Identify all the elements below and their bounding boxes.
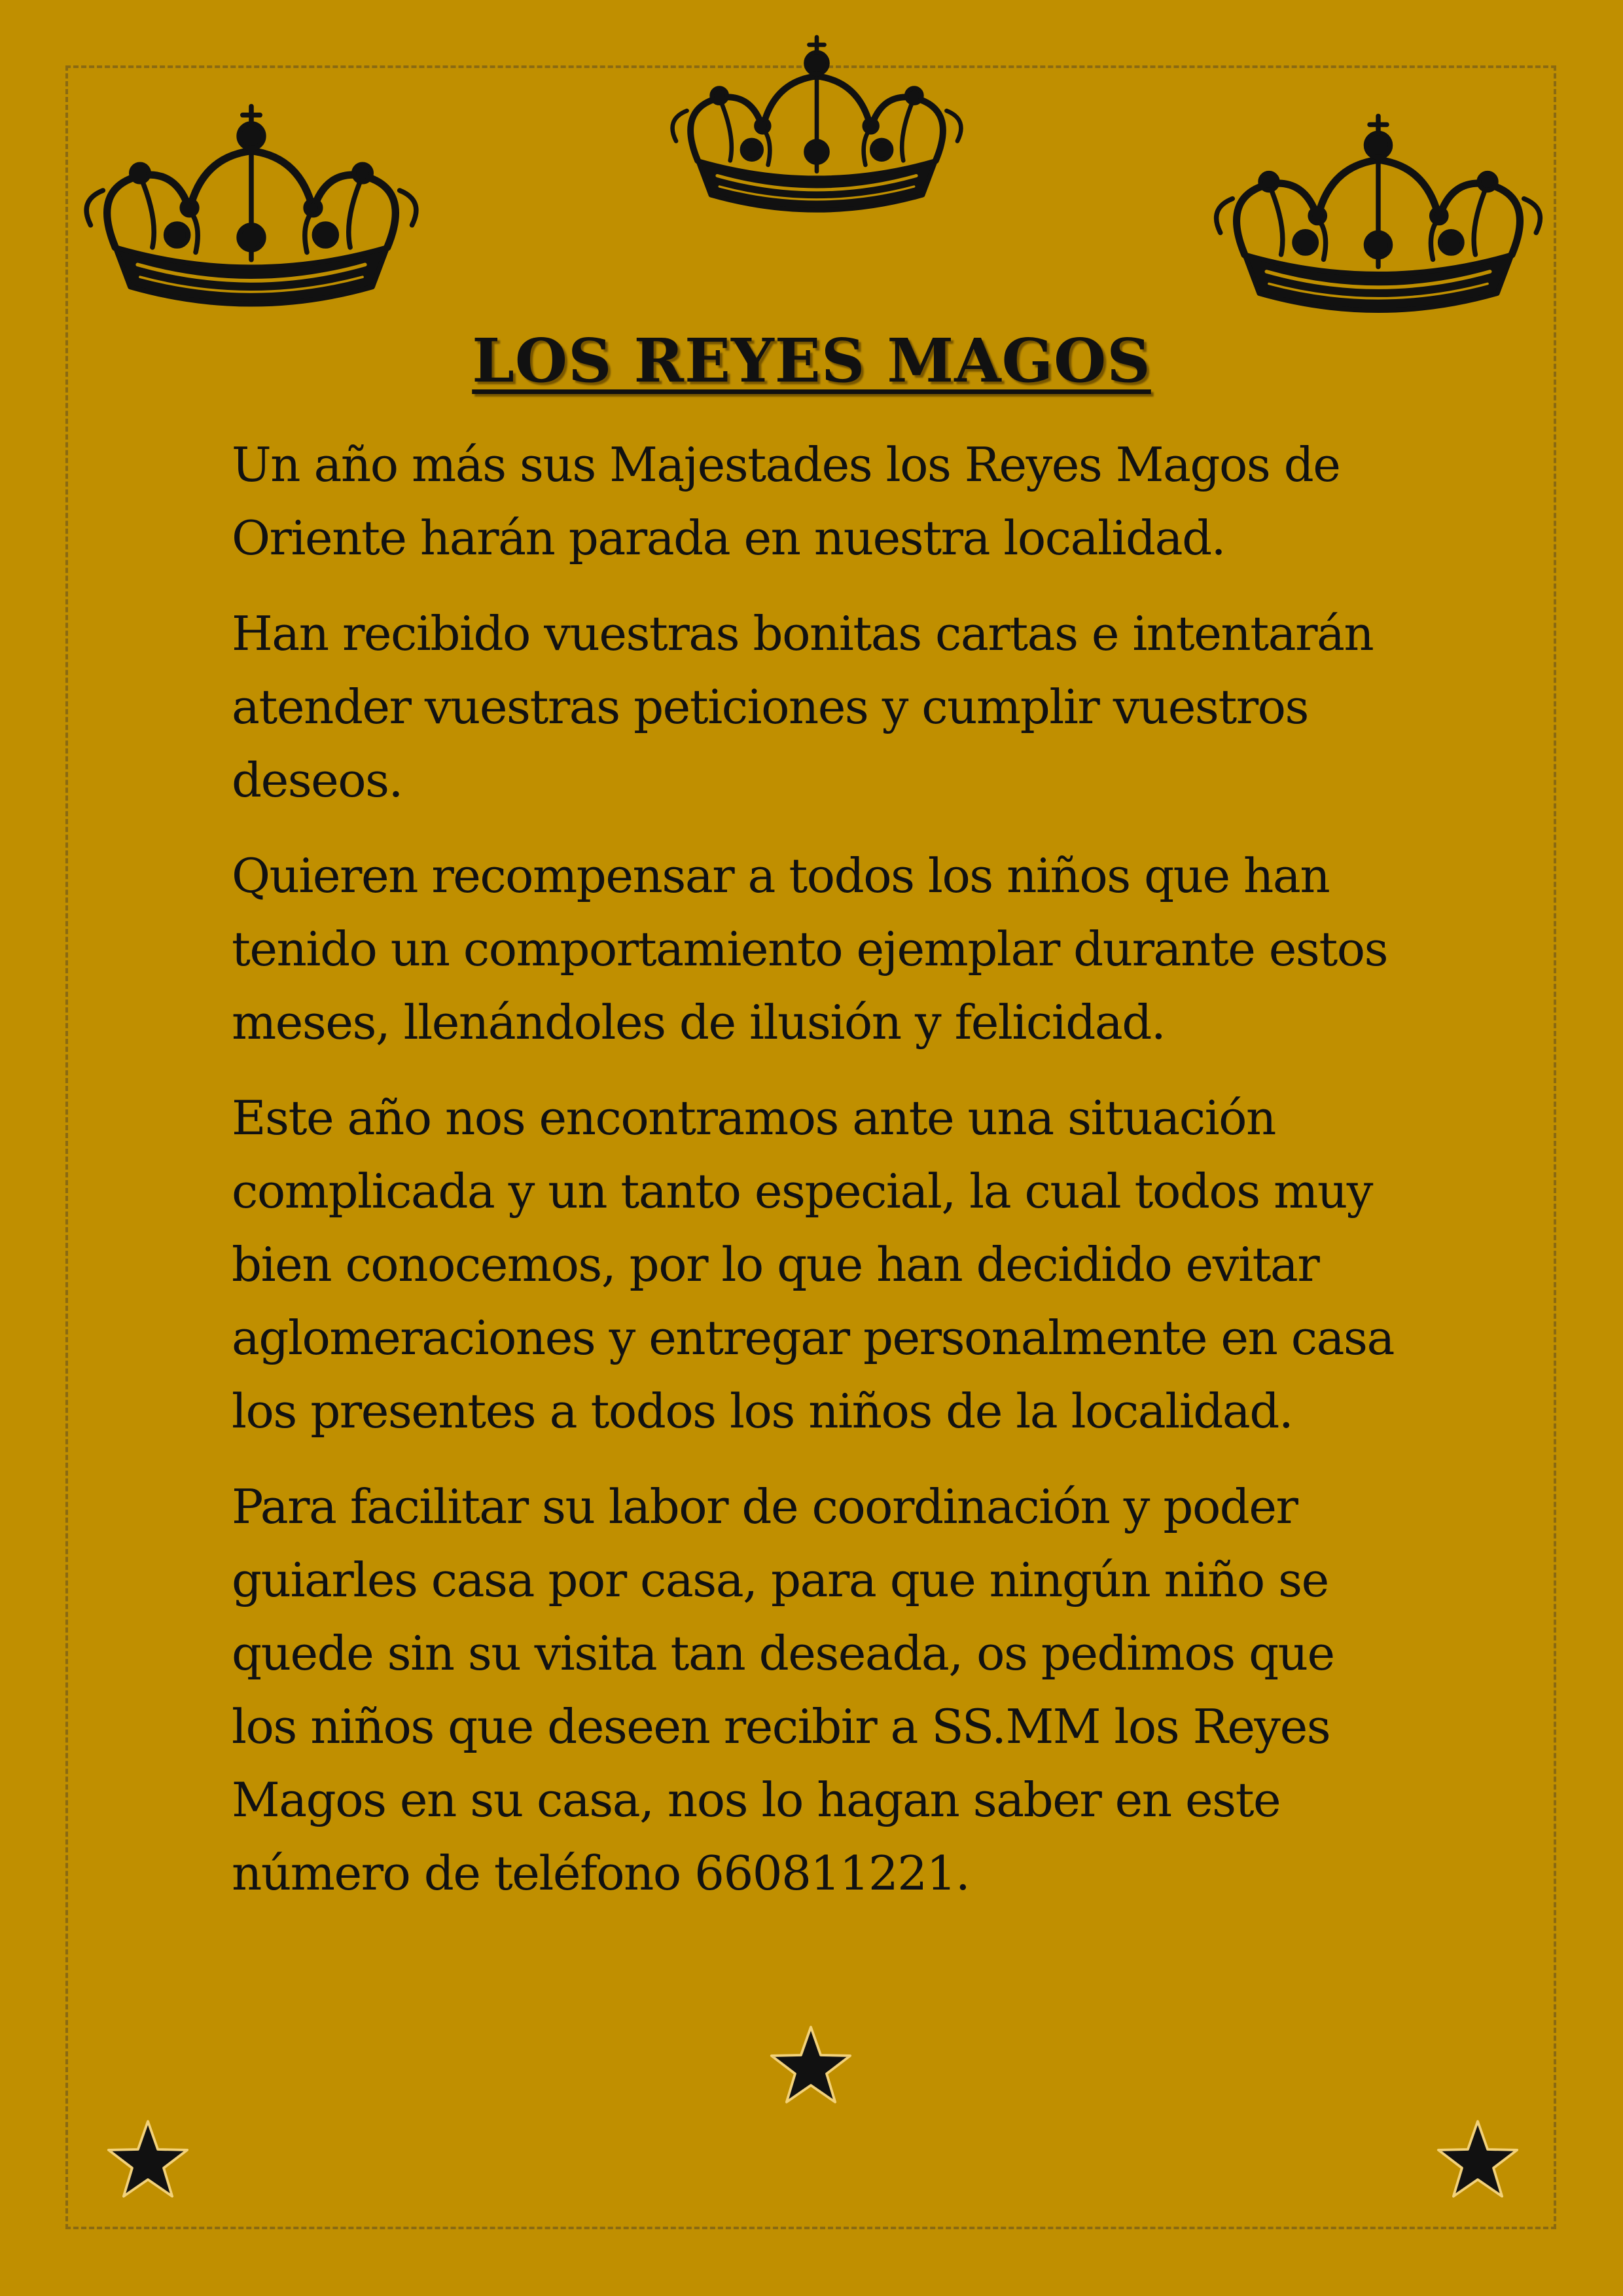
star-icon (106, 2118, 190, 2202)
crown-icon (1195, 111, 1561, 330)
crown-icon (64, 101, 438, 324)
paragraph: Para facilitar su labor de coordinación y poder guiarles casa por casa, para que ningún niño se quede sin su visita tan deseada, os pedimos que los niños que deseen recibir a SS.MM los Reyes Magos en su casa, nos lo hagan saber en este número de teléfono 660811221. (232, 1479, 1334, 1901)
paragraph: Un año más sus Majestades los Reyes Magos de Oriente harán parada en nuestra localidad. (232, 437, 1340, 565)
body-text (232, 428, 1403, 1932)
star-icon (769, 2024, 853, 2108)
crown-icon (654, 33, 979, 228)
paragraph: Han recibido vuestras bonitas cartas e intentarán atender vuestras peticiones y cumplir vuestros deseos. (232, 606, 1374, 808)
paragraph: Este año nos encontramos ante una situación complicada y un tanto especial, la cual todos muy bien conocemos, por lo que han decidido evitar aglomeraciones y entregar personalmente en casa los presentes a todos los niños de la localidad. (232, 1090, 1394, 1439)
paragraph: Quieren recompensar a todos los niños que han tenido un comportamiento ejemplar durante estos meses, llenándoles de ilusión y felicidad. (232, 848, 1388, 1050)
star-icon (1436, 2118, 1520, 2202)
page-title: LOS REYES MAGOS (472, 325, 1151, 396)
